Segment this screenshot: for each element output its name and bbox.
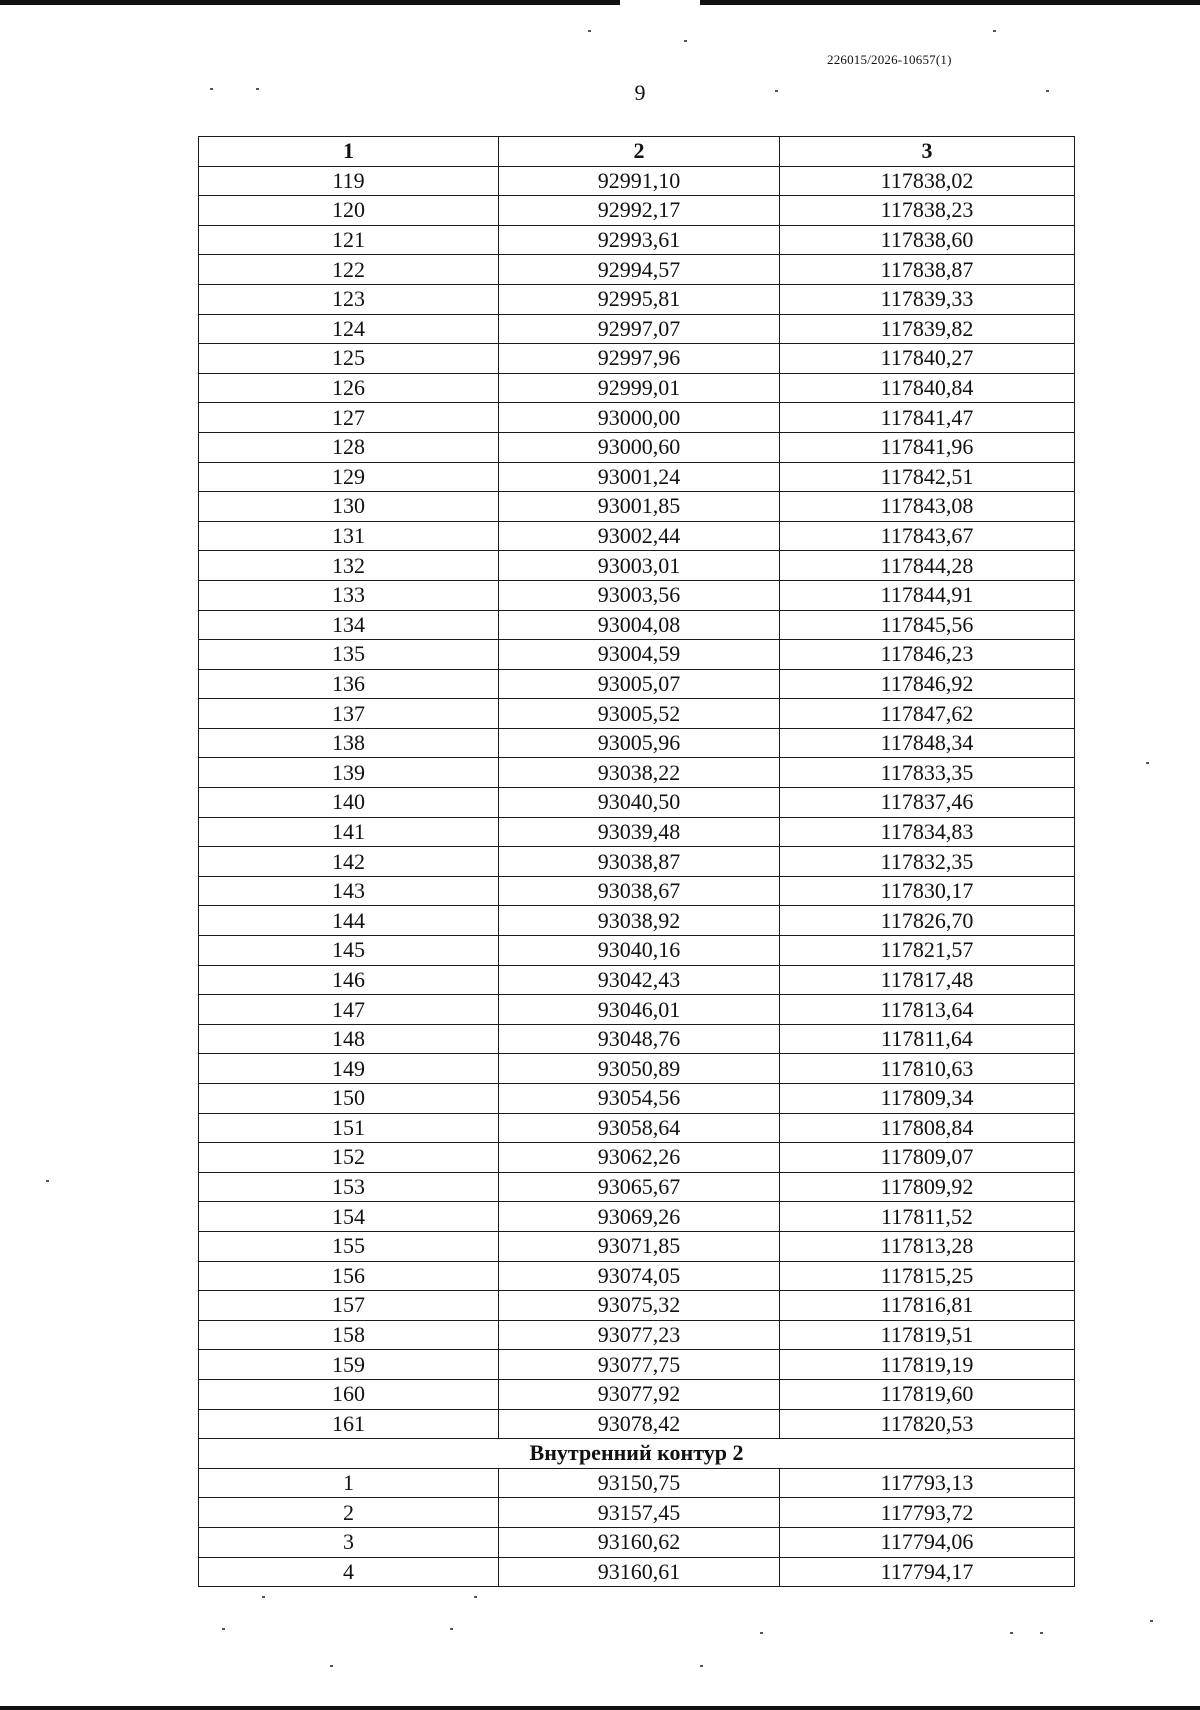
y-coordinate-cell: 117838,23 — [779, 196, 1074, 226]
point-number-cell: 131 — [199, 521, 499, 551]
y-coordinate-cell: 117833,35 — [779, 758, 1074, 788]
x-coordinate-cell: 92992,17 — [499, 196, 780, 226]
document-number: 226015/2026-10657(1) — [827, 52, 952, 67]
x-coordinate-cell: 93074,05 — [499, 1261, 780, 1291]
table-row — [199, 403, 1075, 433]
scan-speck — [684, 40, 687, 42]
page-number: 9 — [634, 80, 646, 105]
x-coordinate-cell: 93038,67 — [499, 876, 780, 906]
table-row — [199, 1054, 1075, 1084]
x-coordinate-cell: 93003,01 — [499, 551, 780, 581]
scan-speck — [256, 88, 259, 90]
y-coordinate-cell: 117839,33 — [779, 284, 1074, 314]
table-row — [199, 817, 1075, 847]
table-row — [199, 551, 1075, 581]
table-row — [199, 788, 1075, 818]
y-coordinate-cell: 117841,47 — [779, 403, 1074, 433]
scan-speck — [1150, 1620, 1153, 1622]
table-row — [199, 196, 1075, 226]
point-number-cell: 149 — [199, 1054, 499, 1084]
y-coordinate-cell: 117830,17 — [779, 876, 1074, 906]
table-row — [199, 1172, 1075, 1202]
table-row — [199, 1024, 1075, 1054]
header-row — [199, 137, 1075, 167]
point-number-cell: 133 — [199, 580, 499, 610]
table-row — [199, 344, 1075, 374]
table-row — [199, 847, 1075, 877]
column-header: 2 — [499, 137, 780, 167]
point-number-cell: 120 — [199, 196, 499, 226]
point-number-cell: 156 — [199, 1261, 499, 1291]
point-number-cell: 132 — [199, 551, 499, 581]
point-number-cell: 1 — [199, 1468, 499, 1498]
point-number-cell: 160 — [199, 1379, 499, 1409]
table-row — [199, 640, 1075, 670]
y-coordinate-cell: 117845,56 — [779, 610, 1074, 640]
y-coordinate-cell: 117840,27 — [779, 344, 1074, 374]
y-coordinate-cell: 117834,83 — [779, 817, 1074, 847]
x-coordinate-cell: 92991,10 — [499, 166, 780, 196]
table-row — [199, 432, 1075, 462]
x-coordinate-cell: 93069,26 — [499, 1202, 780, 1232]
x-coordinate-cell: 93005,07 — [499, 669, 780, 699]
scan-speck — [1146, 762, 1149, 764]
y-coordinate-cell: 117817,48 — [779, 965, 1074, 995]
point-number-cell: 127 — [199, 403, 499, 433]
coordinates-table — [198, 136, 1075, 1587]
table-row — [199, 255, 1075, 285]
table-row — [199, 906, 1075, 936]
point-number-cell: 137 — [199, 699, 499, 729]
table-row — [199, 1320, 1075, 1350]
point-number-cell: 130 — [199, 492, 499, 522]
table-row — [199, 1113, 1075, 1143]
table-row — [199, 1084, 1075, 1114]
x-coordinate-cell: 93150,75 — [499, 1468, 780, 1498]
scan-speck — [588, 30, 591, 32]
y-coordinate-cell: 117844,91 — [779, 580, 1074, 610]
x-coordinate-cell: 93038,87 — [499, 847, 780, 877]
point-number-cell: 125 — [199, 344, 499, 374]
y-coordinate-cell: 117793,13 — [779, 1468, 1074, 1498]
y-coordinate-cell: 117844,28 — [779, 551, 1074, 581]
table-row — [199, 1202, 1075, 1232]
y-coordinate-cell: 117846,92 — [779, 669, 1074, 699]
table-row — [199, 1557, 1075, 1587]
x-coordinate-cell: 93001,24 — [499, 462, 780, 492]
scan-speck — [262, 1596, 265, 1598]
x-coordinate-cell: 93160,62 — [499, 1527, 780, 1557]
scan-edge-top-left — [0, 0, 620, 5]
x-coordinate-cell: 92997,96 — [499, 344, 780, 374]
x-coordinate-cell: 93001,85 — [499, 492, 780, 522]
point-number-cell: 4 — [199, 1557, 499, 1587]
x-coordinate-cell: 93005,96 — [499, 728, 780, 758]
x-coordinate-cell: 93157,45 — [499, 1498, 780, 1528]
scan-speck — [760, 1632, 763, 1634]
y-coordinate-cell: 117842,51 — [779, 462, 1074, 492]
point-number-cell: 148 — [199, 1024, 499, 1054]
point-number-cell: 3 — [199, 1527, 499, 1557]
table-row — [199, 462, 1075, 492]
point-number-cell: 124 — [199, 314, 499, 344]
table-row — [199, 580, 1075, 610]
x-coordinate-cell: 93058,64 — [499, 1113, 780, 1143]
table-row — [199, 1527, 1075, 1557]
y-coordinate-cell: 117815,25 — [779, 1261, 1074, 1291]
x-coordinate-cell: 93004,59 — [499, 640, 780, 670]
point-number-cell: 144 — [199, 906, 499, 936]
point-number-cell: 128 — [199, 432, 499, 462]
scan-speck — [775, 90, 778, 92]
point-number-cell: 146 — [199, 965, 499, 995]
scan-edge-top-right — [700, 0, 1200, 5]
point-number-cell: 129 — [199, 462, 499, 492]
y-coordinate-cell: 117838,02 — [779, 166, 1074, 196]
y-coordinate-cell: 117808,84 — [779, 1113, 1074, 1143]
section-body — [199, 1468, 1075, 1586]
scan-speck — [450, 1628, 453, 1630]
x-coordinate-cell: 93054,56 — [499, 1084, 780, 1114]
x-coordinate-cell: 93071,85 — [499, 1231, 780, 1261]
point-number-cell: 142 — [199, 847, 499, 877]
x-coordinate-cell: 93038,92 — [499, 906, 780, 936]
x-coordinate-cell: 93005,52 — [499, 699, 780, 729]
point-number-cell: 141 — [199, 817, 499, 847]
point-number-cell: 135 — [199, 640, 499, 670]
section-header — [199, 1439, 1075, 1469]
table-row — [199, 876, 1075, 906]
y-coordinate-cell: 117820,53 — [779, 1409, 1074, 1439]
point-number-cell: 152 — [199, 1143, 499, 1173]
point-number-cell: 121 — [199, 225, 499, 255]
point-number-cell: 138 — [199, 728, 499, 758]
table-row — [199, 1261, 1075, 1291]
x-coordinate-cell: 93000,00 — [499, 403, 780, 433]
point-number-cell: 153 — [199, 1172, 499, 1202]
point-number-cell: 143 — [199, 876, 499, 906]
section-title: Внутренний контур 2 — [199, 1439, 1075, 1469]
y-coordinate-cell: 117837,46 — [779, 788, 1074, 818]
table-row — [199, 1498, 1075, 1528]
point-number-cell: 161 — [199, 1409, 499, 1439]
point-number-cell: 136 — [199, 669, 499, 699]
scan-speck — [474, 1596, 477, 1598]
table-row — [199, 936, 1075, 966]
y-coordinate-cell: 117809,34 — [779, 1084, 1074, 1114]
point-number-cell: 154 — [199, 1202, 499, 1232]
y-coordinate-cell: 117847,62 — [779, 699, 1074, 729]
y-coordinate-cell: 117838,87 — [779, 255, 1074, 285]
table-row — [199, 965, 1075, 995]
y-coordinate-cell: 117843,08 — [779, 492, 1074, 522]
y-coordinate-cell: 117821,57 — [779, 936, 1074, 966]
point-number-cell: 147 — [199, 995, 499, 1025]
table-row — [199, 284, 1075, 314]
point-number-cell: 151 — [199, 1113, 499, 1143]
x-coordinate-cell: 93160,61 — [499, 1557, 780, 1587]
y-coordinate-cell: 117811,64 — [779, 1024, 1074, 1054]
x-coordinate-cell: 93065,67 — [499, 1172, 780, 1202]
table-row — [199, 373, 1075, 403]
x-coordinate-cell: 93002,44 — [499, 521, 780, 551]
y-coordinate-cell: 117838,60 — [779, 225, 1074, 255]
table-row — [199, 1409, 1075, 1439]
x-coordinate-cell: 93039,48 — [499, 817, 780, 847]
x-coordinate-cell: 93040,16 — [499, 936, 780, 966]
table-row — [199, 1468, 1075, 1498]
table-row — [199, 1231, 1075, 1261]
y-coordinate-cell: 117840,84 — [779, 373, 1074, 403]
x-coordinate-cell: 93077,92 — [499, 1379, 780, 1409]
x-coordinate-cell: 93050,89 — [499, 1054, 780, 1084]
x-coordinate-cell: 93046,01 — [499, 995, 780, 1025]
table-row — [199, 728, 1075, 758]
y-coordinate-cell: 117819,19 — [779, 1350, 1074, 1380]
y-coordinate-cell: 117839,82 — [779, 314, 1074, 344]
point-number-cell: 150 — [199, 1084, 499, 1114]
point-number-cell: 139 — [199, 758, 499, 788]
point-number-cell: 155 — [199, 1231, 499, 1261]
y-coordinate-cell: 117813,64 — [779, 995, 1074, 1025]
y-coordinate-cell: 117794,17 — [779, 1557, 1074, 1587]
scan-edge-bottom — [0, 1706, 1200, 1710]
table-row — [199, 314, 1075, 344]
y-coordinate-cell: 117826,70 — [779, 906, 1074, 936]
table-row — [199, 225, 1075, 255]
table-row — [199, 669, 1075, 699]
scan-speck — [700, 1665, 703, 1667]
y-coordinate-cell: 117794,06 — [779, 1527, 1074, 1557]
y-coordinate-cell: 117841,96 — [779, 432, 1074, 462]
point-number-cell: 157 — [199, 1291, 499, 1321]
table-row — [199, 610, 1075, 640]
x-coordinate-cell: 92997,07 — [499, 314, 780, 344]
point-number-cell: 126 — [199, 373, 499, 403]
point-number-cell: 159 — [199, 1350, 499, 1380]
point-number-cell: 2 — [199, 1498, 499, 1528]
x-coordinate-cell: 93003,56 — [499, 580, 780, 610]
point-number-cell: 145 — [199, 936, 499, 966]
y-coordinate-cell: 117848,34 — [779, 728, 1074, 758]
table-row — [199, 166, 1075, 196]
point-number-cell: 123 — [199, 284, 499, 314]
scan-speck — [210, 88, 213, 90]
table-row — [199, 995, 1075, 1025]
x-coordinate-cell: 93048,76 — [499, 1024, 780, 1054]
scan-speck — [1040, 1632, 1043, 1634]
y-coordinate-cell: 117819,60 — [779, 1379, 1074, 1409]
table-body — [199, 166, 1075, 1439]
table-row — [199, 758, 1075, 788]
table-row — [199, 1350, 1075, 1380]
column-header: 1 — [199, 137, 499, 167]
scan-speck — [222, 1628, 225, 1630]
scan-speck — [1010, 1632, 1013, 1634]
x-coordinate-cell: 93000,60 — [499, 432, 780, 462]
point-number-cell: 119 — [199, 166, 499, 196]
y-coordinate-cell: 117793,72 — [779, 1498, 1074, 1528]
x-coordinate-cell: 93038,22 — [499, 758, 780, 788]
x-coordinate-cell: 93077,75 — [499, 1350, 780, 1380]
scan-speck — [46, 1180, 49, 1182]
x-coordinate-cell: 92994,57 — [499, 255, 780, 285]
scan-speck — [1046, 90, 1049, 92]
y-coordinate-cell: 117843,67 — [779, 521, 1074, 551]
scan-speck — [993, 30, 996, 32]
table-row — [199, 521, 1075, 551]
x-coordinate-cell: 93062,26 — [499, 1143, 780, 1173]
column-header: 3 — [779, 137, 1074, 167]
y-coordinate-cell: 117819,51 — [779, 1320, 1074, 1350]
point-number-cell: 140 — [199, 788, 499, 818]
y-coordinate-cell: 117809,92 — [779, 1172, 1074, 1202]
y-coordinate-cell: 117846,23 — [779, 640, 1074, 670]
table-row — [199, 1143, 1075, 1173]
table-row — [199, 1291, 1075, 1321]
y-coordinate-cell: 117832,35 — [779, 847, 1074, 877]
section-title-row — [199, 1439, 1075, 1469]
y-coordinate-cell: 117809,07 — [779, 1143, 1074, 1173]
point-number-cell: 134 — [199, 610, 499, 640]
y-coordinate-cell: 117816,81 — [779, 1291, 1074, 1321]
point-number-cell: 122 — [199, 255, 499, 285]
x-coordinate-cell: 93004,08 — [499, 610, 780, 640]
point-number-cell: 158 — [199, 1320, 499, 1350]
x-coordinate-cell: 92995,81 — [499, 284, 780, 314]
x-coordinate-cell: 92993,61 — [499, 225, 780, 255]
table-row — [199, 699, 1075, 729]
x-coordinate-cell: 93075,32 — [499, 1291, 780, 1321]
y-coordinate-cell: 117811,52 — [779, 1202, 1074, 1232]
y-coordinate-cell: 117810,63 — [779, 1054, 1074, 1084]
x-coordinate-cell: 93040,50 — [499, 788, 780, 818]
table-header — [199, 137, 1075, 167]
scan-speck — [330, 1665, 333, 1667]
x-coordinate-cell: 92999,01 — [499, 373, 780, 403]
y-coordinate-cell: 117813,28 — [779, 1231, 1074, 1261]
table-row — [199, 492, 1075, 522]
x-coordinate-cell: 93042,43 — [499, 965, 780, 995]
x-coordinate-cell: 93077,23 — [499, 1320, 780, 1350]
table-row — [199, 1379, 1075, 1409]
x-coordinate-cell: 93078,42 — [499, 1409, 780, 1439]
